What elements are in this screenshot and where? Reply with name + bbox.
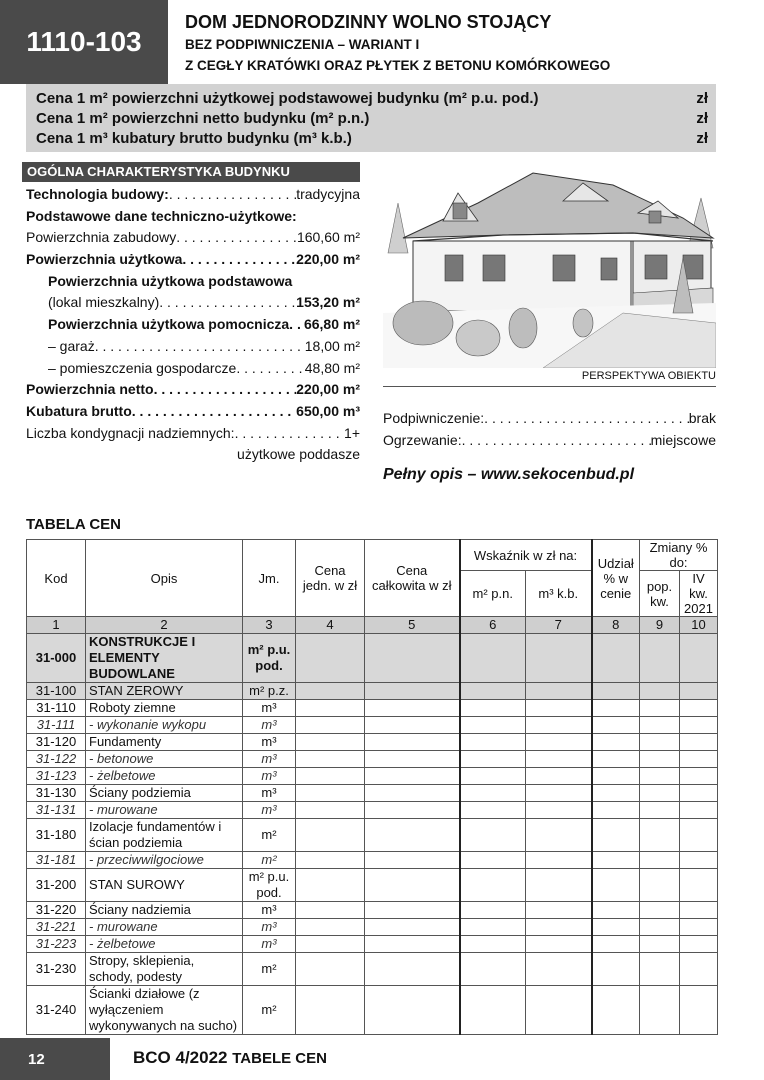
header-m3kb: m³ k.b.	[526, 571, 592, 617]
cell-opis: Ściany podziemia	[86, 785, 243, 802]
cell-wsk-m3kb	[526, 768, 592, 785]
cell-zm-iv	[680, 683, 718, 700]
cell-opis: - murowane	[86, 802, 243, 819]
cell-zm-pop	[640, 869, 680, 902]
characteristics-list	[26, 184, 360, 466]
section-name: TABELE CEN	[232, 1050, 327, 1067]
cell-wsk-m2pn	[460, 852, 526, 869]
building-perspective-image	[383, 163, 716, 368]
col-num: 6	[460, 617, 526, 634]
cell-opis: Izolacje fundamentów i ścian podziemia	[86, 819, 243, 852]
cell-opis: Roboty ziemne	[86, 700, 243, 717]
cell-zm-iv	[680, 819, 718, 852]
cell-zm-pop	[640, 902, 680, 919]
price-label-2: Cena 1 m² powierzchni netto budynku (m² p.n.)	[36, 110, 370, 127]
cell-wsk-m2pn	[460, 785, 526, 802]
table-row	[27, 768, 718, 785]
gross-volume-value: 650,00 m³	[296, 402, 360, 419]
table-row	[27, 986, 718, 1035]
cell-kod: 31-221	[27, 919, 86, 936]
price-unit-2: zł	[696, 110, 708, 127]
cell-jm: m³	[243, 734, 296, 751]
cell-cena-jedn	[296, 717, 365, 734]
cell-wsk-m3kb	[526, 902, 592, 919]
net-area-label: Powierzchnia netto	[26, 381, 154, 398]
cell-kod: 31-111	[27, 717, 86, 734]
cell-wsk-m3kb	[526, 869, 592, 902]
cell-wsk-m3kb	[526, 785, 592, 802]
characteristics-heading: OGÓLNA CHARAKTERYSTYKA BUDYNKU	[22, 162, 360, 182]
header-iv: IV kw. 2021	[680, 571, 718, 617]
cell-zm-iv	[680, 700, 718, 717]
usable-area-value: 220,00 m²	[296, 251, 360, 268]
header-udzial: Udział % w cenie	[592, 540, 640, 617]
cell-jm: m³	[243, 802, 296, 819]
table-row	[27, 785, 718, 802]
basement-row	[383, 408, 716, 430]
floors-value: 1+	[344, 424, 360, 441]
basic-usable-row	[26, 292, 360, 314]
cell-zm-pop	[640, 683, 680, 700]
cell-kod: 31-181	[27, 852, 86, 869]
cell-wsk-m3kb	[526, 734, 592, 751]
cell-cena-jedn	[296, 819, 365, 852]
cell-wsk-m2pn	[460, 819, 526, 852]
cell-opis: - murowane	[86, 919, 243, 936]
cell-wsk-m2pn	[460, 919, 526, 936]
cell-cena-jedn	[296, 852, 365, 869]
cell-cena-calk	[365, 751, 460, 768]
cell-wsk-m2pn	[460, 953, 526, 986]
cell-wsk-m3kb	[526, 919, 592, 936]
header-m2pn: m² p.n.	[460, 571, 526, 617]
cell-udzial	[592, 751, 640, 768]
cell-opis: Fundamenty	[86, 734, 243, 751]
cell-wsk-m3kb	[526, 751, 592, 768]
floors-row	[26, 423, 360, 445]
title-line-1: DOM JEDNORODZINNY WOLNO STOJĄCY	[185, 12, 552, 32]
cell-wsk-m2pn	[460, 986, 526, 1035]
col-num: 4	[296, 617, 365, 634]
cell-wsk-m2pn	[460, 700, 526, 717]
cell-cena-calk	[365, 986, 460, 1035]
built-area-label: Powierzchnia zabudowy	[26, 229, 177, 246]
cell-zm-iv	[680, 734, 718, 751]
cell-jm: m³	[243, 936, 296, 953]
cell-cena-jedn	[296, 634, 365, 683]
page-number: 12	[0, 1038, 110, 1080]
cell-jm: m² p.u. pod.	[243, 869, 296, 902]
cell-cena-calk	[365, 683, 460, 700]
cell-cena-jedn	[296, 869, 365, 902]
cell-cena-calk	[365, 785, 460, 802]
gross-volume-row	[26, 401, 360, 423]
col-num: 10	[680, 617, 718, 634]
cell-udzial	[592, 700, 640, 717]
built-area-row	[26, 227, 360, 249]
cell-zm-iv	[680, 785, 718, 802]
basic-usable-label: Powierzchnia użytkowa podstawowa	[48, 272, 293, 289]
technology-label: Technologia budowy:	[26, 186, 169, 202]
cell-zm-pop	[640, 734, 680, 751]
cell-wsk-m3kb	[526, 953, 592, 986]
cell-zm-pop	[640, 700, 680, 717]
cell-opis: - przeciwwilgociowe	[86, 852, 243, 869]
table-row	[27, 936, 718, 953]
cell-wsk-m2pn	[460, 751, 526, 768]
cell-cena-calk	[365, 902, 460, 919]
cell-udzial	[592, 785, 640, 802]
cell-kod: 31-110	[27, 700, 86, 717]
table-row	[27, 919, 718, 936]
table-row	[27, 869, 718, 902]
gross-volume-label: Kubatura brutto	[26, 402, 132, 419]
table-row	[27, 683, 718, 700]
cell-udzial	[592, 802, 640, 819]
cell-opis: KONSTRUKCJE I ELEMENTY BUDOWLANE	[86, 634, 243, 683]
cell-kod: 31-230	[27, 953, 86, 986]
cell-cena-calk	[365, 936, 460, 953]
cell-cena-calk	[365, 717, 460, 734]
cell-kod: 31-200	[27, 869, 86, 902]
table-row	[27, 852, 718, 869]
cell-opis: - żelbetowe	[86, 768, 243, 785]
cell-cena-calk	[365, 852, 460, 869]
header-opis: Opis	[86, 540, 243, 617]
utility-value: 48,80 m²	[304, 359, 360, 376]
usable-area-row	[26, 249, 360, 271]
cell-cena-jedn	[296, 902, 365, 919]
basic-usable-value: 153,20 m²	[296, 294, 360, 311]
col-num: 9	[640, 617, 680, 634]
table-row	[27, 634, 718, 683]
cell-cena-calk	[365, 768, 460, 785]
cell-cena-jedn	[296, 953, 365, 986]
cell-zm-iv	[680, 802, 718, 819]
cell-zm-pop	[640, 919, 680, 936]
cell-jm: m³	[243, 700, 296, 717]
cell-cena-calk	[365, 953, 460, 986]
cell-udzial	[592, 717, 640, 734]
heating-label: Ogrzewanie:	[383, 431, 462, 448]
table-row	[27, 902, 718, 919]
cell-wsk-m3kb	[526, 717, 592, 734]
cell-cena-jedn	[296, 785, 365, 802]
cell-zm-pop	[640, 785, 680, 802]
cell-wsk-m3kb	[526, 986, 592, 1035]
cell-cena-jedn	[296, 683, 365, 700]
cell-opis: STAN ZEROWY	[86, 683, 243, 700]
utility-row	[26, 358, 360, 380]
column-numbers-row	[27, 617, 718, 634]
cell-opis: Ścianki działowe (z wyłączeniem wykonywanych na sucho)	[86, 986, 243, 1035]
table-row	[27, 802, 718, 819]
cell-zm-pop	[640, 852, 680, 869]
utility-label: – pomieszczenia gospodarcze	[48, 359, 237, 376]
cell-wsk-m3kb	[526, 852, 592, 869]
cell-zm-iv	[680, 717, 718, 734]
cell-kod: 31-100	[27, 683, 86, 700]
cell-cena-jedn	[296, 919, 365, 936]
cell-cena-calk	[365, 700, 460, 717]
col-num: 3	[243, 617, 296, 634]
basement-label: Podpiwniczenie:	[383, 410, 485, 426]
cell-kod: 31-131	[27, 802, 86, 819]
cell-udzial	[592, 683, 640, 700]
header-pop: pop. kw.	[640, 571, 680, 617]
technology-value: tradycyjna	[296, 186, 360, 202]
image-divider	[383, 386, 716, 387]
cell-cena-jedn	[296, 936, 365, 953]
cell-wsk-m2pn	[460, 717, 526, 734]
col-num: 8	[592, 617, 640, 634]
cell-zm-iv	[680, 852, 718, 869]
cell-cena-jedn	[296, 734, 365, 751]
cell-cena-jedn	[296, 802, 365, 819]
cell-opis: Ściany nadziemia	[86, 902, 243, 919]
cell-kod: 31-123	[27, 768, 86, 785]
cell-jm: m³	[243, 768, 296, 785]
table-row	[27, 819, 718, 852]
cell-cena-calk	[365, 919, 460, 936]
cell-wsk-m2pn	[460, 768, 526, 785]
cell-cena-calk	[365, 802, 460, 819]
header-cena-jedn: Cena jedn. w zł	[296, 540, 365, 617]
cell-cena-calk	[365, 634, 460, 683]
cell-zm-pop	[640, 751, 680, 768]
cell-udzial	[592, 936, 640, 953]
cell-wsk-m2pn	[460, 869, 526, 902]
net-area-value: 220,00 m²	[296, 381, 360, 398]
cell-jm: m³	[243, 785, 296, 802]
aux-usable-label: Powierzchnia użytkowa pomocnicza	[48, 316, 290, 333]
cell-zm-iv	[680, 751, 718, 768]
header-zmiany: Zmiany % do:	[640, 540, 718, 571]
price-label-1: Cena 1 m² powierzchni użytkowej podstawowej budynku (m² p.u. pod.)	[36, 90, 539, 107]
cell-udzial	[592, 768, 640, 785]
cell-udzial	[592, 734, 640, 751]
cell-cena-jedn	[296, 986, 365, 1035]
cell-zm-pop	[640, 986, 680, 1035]
cell-jm: m³	[243, 717, 296, 734]
usable-area-label: Powierzchnia użytkowa	[26, 251, 183, 268]
aux-usable-row	[26, 314, 360, 336]
floors-value-2: użytkowe poddasze	[237, 446, 360, 463]
price-table-title: TABELA CEN	[26, 516, 121, 533]
cell-udzial	[592, 852, 640, 869]
basement-value: brak	[688, 410, 716, 426]
table-row	[27, 717, 718, 734]
cell-wsk-m2pn	[460, 936, 526, 953]
document-title	[185, 10, 755, 76]
col-num: 1	[27, 617, 86, 634]
cell-jm: m³	[243, 902, 296, 919]
cell-kod: 31-240	[27, 986, 86, 1035]
heating-row	[383, 430, 716, 452]
cell-kod: 31-220	[27, 902, 86, 919]
cell-udzial	[592, 919, 640, 936]
cell-zm-pop	[640, 953, 680, 986]
basic-usable-sub: (lokal mieszkalny)	[48, 294, 160, 311]
header-cena-calk: Cena całkowita w zł	[365, 540, 460, 617]
cell-zm-pop	[640, 717, 680, 734]
full-description-link[interactable]: Pełny opis – www.sekocenbud.pl	[383, 466, 635, 483]
price-table	[26, 539, 718, 1035]
header-jm: Jm.	[243, 540, 296, 617]
col-num: 7	[526, 617, 592, 634]
basic-data-label: Podstawowe dane techniczno-użytkowe:	[26, 207, 297, 224]
col-num: 2	[86, 617, 243, 634]
cell-wsk-m3kb	[526, 802, 592, 819]
table-row	[27, 734, 718, 751]
cell-zm-pop	[640, 802, 680, 819]
cell-wsk-m3kb	[526, 936, 592, 953]
cell-udzial	[592, 634, 640, 683]
cell-wsk-m3kb	[526, 683, 592, 700]
cell-opis: - betonowe	[86, 751, 243, 768]
cell-zm-iv	[680, 936, 718, 953]
cell-zm-pop	[640, 936, 680, 953]
title-line-2: BEZ PODPIWNICZENIA – WARIANT I	[185, 37, 420, 52]
net-area-row	[26, 379, 360, 401]
price-summary	[26, 84, 716, 152]
footer-publication	[133, 1048, 327, 1068]
cell-opis: STAN SUROWY	[86, 869, 243, 902]
cell-cena-jedn	[296, 751, 365, 768]
cell-udzial	[592, 819, 640, 852]
cell-zm-iv	[680, 634, 718, 683]
heating-value: miejscowe	[650, 431, 716, 448]
cell-opis: - wykonanie wykopu	[86, 717, 243, 734]
cell-cena-jedn	[296, 700, 365, 717]
additional-info	[383, 408, 716, 451]
cell-wsk-m3kb	[526, 819, 592, 852]
table-row	[27, 751, 718, 768]
technology-row	[26, 184, 360, 206]
cell-wsk-m2pn	[460, 634, 526, 683]
cell-opis: - żelbetowe	[86, 936, 243, 953]
cell-kod: 31-180	[27, 819, 86, 852]
document-code: 1110-103	[0, 0, 168, 84]
built-area-value: 160,60 m²	[296, 229, 360, 246]
cell-wsk-m3kb	[526, 634, 592, 683]
cell-udzial	[592, 869, 640, 902]
cell-opis: Stropy, sklepienia, schody, podesty	[86, 953, 243, 986]
cell-zm-pop	[640, 634, 680, 683]
cell-cena-calk	[365, 819, 460, 852]
cell-zm-iv	[680, 986, 718, 1035]
title-line-3: Z CEGŁY KRATÓWKI ORAZ PŁYTEK Z BETONU KOMÓRKOWEGO	[185, 58, 611, 73]
cell-zm-pop	[640, 819, 680, 852]
cell-zm-iv	[680, 869, 718, 902]
table-row	[27, 700, 718, 717]
cell-kod: 31-130	[27, 785, 86, 802]
garage-label: – garaż	[48, 337, 95, 354]
cell-kod: 31-122	[27, 751, 86, 768]
cell-jm: m²	[243, 986, 296, 1035]
table-row	[27, 953, 718, 986]
cell-jm: m³	[243, 919, 296, 936]
cell-kod: 31-000	[27, 634, 86, 683]
cell-cena-calk	[365, 869, 460, 902]
cell-udzial	[592, 953, 640, 986]
header-kod: Kod	[27, 540, 86, 617]
cell-udzial	[592, 902, 640, 919]
garage-value: 18,00 m²	[304, 337, 360, 354]
garage-row	[26, 336, 360, 358]
cell-cena-jedn	[296, 768, 365, 785]
publication-name: BCO 4/2022	[133, 1048, 228, 1067]
aux-usable-value: 66,80 m²	[303, 316, 360, 333]
header-wskaznik: Wskaźnik w zł na:	[460, 540, 592, 571]
cell-zm-iv	[680, 902, 718, 919]
cell-udzial	[592, 986, 640, 1035]
cell-zm-iv	[680, 919, 718, 936]
cell-zm-iv	[680, 768, 718, 785]
cell-wsk-m2pn	[460, 802, 526, 819]
price-unit-3: zł	[696, 130, 708, 147]
cell-jm: m² p.z.	[243, 683, 296, 700]
cell-zm-iv	[680, 953, 718, 986]
cell-jm: m³	[243, 751, 296, 768]
cell-zm-pop	[640, 768, 680, 785]
cell-wsk-m2pn	[460, 734, 526, 751]
cell-cena-calk	[365, 734, 460, 751]
cell-wsk-m2pn	[460, 683, 526, 700]
col-num: 5	[365, 617, 460, 634]
price-unit-1: zł	[696, 90, 708, 107]
floors-label: Liczba kondygnacji nadziemnych:	[26, 424, 235, 441]
cell-jm: m²	[243, 953, 296, 986]
cell-wsk-m2pn	[460, 902, 526, 919]
cell-jm: m² p.u. pod.	[243, 634, 296, 683]
image-caption: PERSPEKTYWA OBIEKTU	[581, 370, 716, 382]
price-label-3: Cena 1 m³ kubatury brutto budynku (m³ k.b.)	[36, 130, 352, 147]
cell-jm: m²	[243, 852, 296, 869]
cell-kod: 31-223	[27, 936, 86, 953]
cell-jm: m²	[243, 819, 296, 852]
cell-kod: 31-120	[27, 734, 86, 751]
cell-wsk-m3kb	[526, 700, 592, 717]
